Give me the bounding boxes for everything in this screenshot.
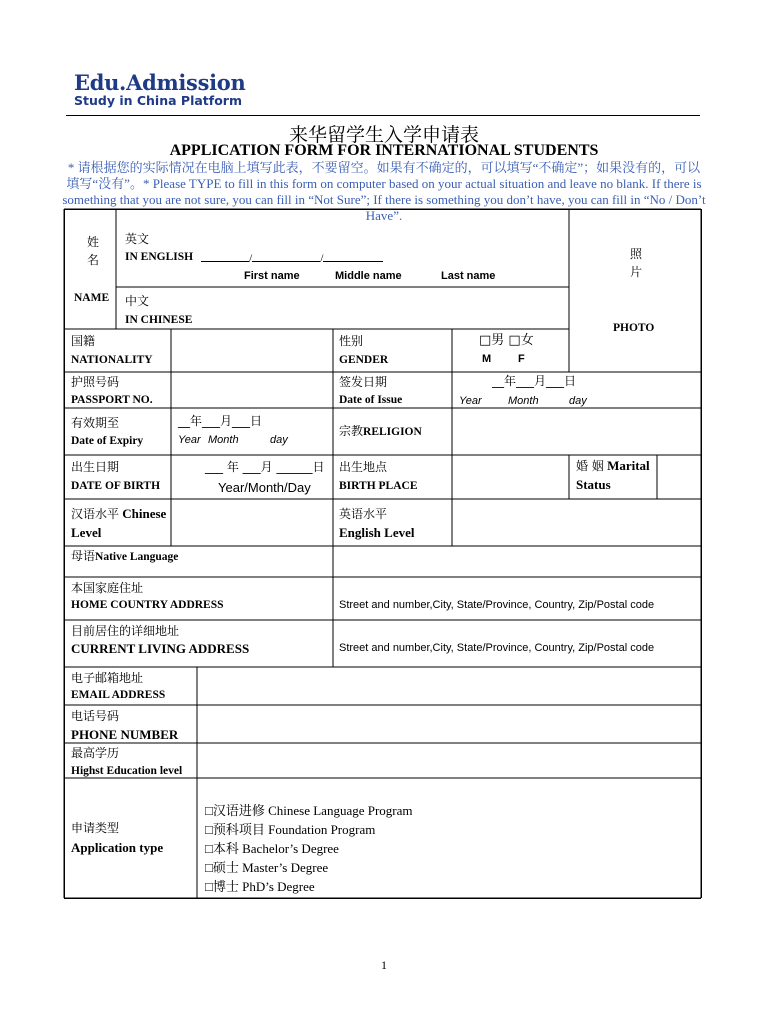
name-chinese-label-cn: 中文 [125,294,150,308]
religion-label: RELIGION [363,426,422,438]
issue-year-hint: Year [459,395,482,407]
name-english-label-cn: 英文 [125,232,150,246]
application-option-phd[interactable]: □博士 PhD’s Degree [205,879,315,894]
logo [74,70,245,108]
birth-date-format-hint: Year/Month/Day [218,480,311,495]
phone-label-cn: 电话号码 [71,709,120,723]
passport-label-cn: 护照号码 [71,375,120,389]
nationality-label: NATIONALITY [71,354,153,366]
native-language-label: Native Language [95,551,179,563]
issue-month-hint: Month [508,395,539,407]
logo-brand: Edu.Admission [74,70,246,95]
application-option-foundation[interactable]: □预科项目 Foundation Program [205,822,376,837]
application-option-chinese-language[interactable]: □汉语进修 Chinese Language Program [205,803,413,818]
issue-date-label: Date of Issue [339,394,403,406]
name-english-field[interactable] [201,250,383,266]
home-address-input[interactable]: Street and number,City, State/Province, Country, Zip/Postal code [339,599,655,611]
phone-label: PHONE NUMBER [71,727,179,742]
expiry-month-hint: Month [208,434,239,446]
email-label-cn: 电子邮箱地址 [71,671,144,685]
education-input[interactable] [199,745,699,776]
form-instructions: * 请根据您的实际情况在电脑上填写此表，不要留空。如果有不确定的，可以填写“不确定”；如果没有的，可以填写“没有”。* Please TYPE to fill in this form on computer based on your actual situation and leave no blank. If there is something that you are not sure, you can fill in “Not Sure”; If there is something you don’t have, you can fill in “No / Don’t Have”. [62,160,706,223]
education-label-cn: 最高学历 [71,746,120,760]
marital-label-b: Status [576,477,611,492]
religion-label-group [339,425,422,439]
current-address-label-cn: 目前居住的详细地址 [71,624,180,638]
email-label: EMAIL ADDRESS [71,689,166,701]
name-label-cn-b: 名 [87,253,100,267]
name-english-label: IN ENGLISH [125,251,194,263]
marital-label-a: Marital [607,458,650,473]
native-language-label-group [71,550,178,564]
last-name-hint: Last name [441,270,496,282]
expiry-date-input[interactable]: __年___月___日 [178,414,263,428]
logo-tagline: Study in China Platform [74,93,242,108]
expiry-date-label-cn: 有效期至 [71,416,120,430]
issue-day-hint: day [569,395,587,407]
nationality-input[interactable] [173,331,331,370]
application-type-label-cn: 申请类型 [71,821,120,835]
native-language-label-cn: 母语 [71,549,96,563]
email-input[interactable] [199,669,699,703]
expiry-day-hint: day [270,434,288,446]
marital-label-group [576,459,650,473]
gender-label: GENDER [339,354,389,366]
form-title-english: APPLICATION FORM FOR INTERNATIONAL STUDENTS [169,142,599,159]
chinese-level-label-a: Chinese [122,506,167,521]
header-divider [66,115,700,116]
first-name-hint: First name [244,270,300,282]
name-slash-1: / [249,253,253,265]
current-address-input[interactable]: Street and number,City, State/Province, Country, Zip/Postal code [339,642,655,654]
birth-place-input[interactable] [454,457,567,497]
middle-name-hint: Middle name [335,270,402,282]
gender-female-hint: F [518,353,525,365]
current-address-label: CURRENT LIVING ADDRESS [71,641,250,656]
issue-date-label-cn: 签发日期 [339,375,388,389]
photo-label-cn-a: 照 [630,247,643,261]
chinese-level-label-b: Level [71,525,102,540]
application-option-bachelor[interactable]: □本科 Bachelor’s Degree [205,841,339,856]
issue-date-input[interactable]: __年___月___日 [492,374,577,388]
name-label-cn-a: 姓 [87,235,100,249]
photo-label: PHOTO [613,322,655,334]
marital-status-input[interactable] [659,457,699,497]
home-address-label-cn: 本国家庭住址 [71,581,144,595]
application-option-master[interactable]: □硕士 Master’s Degree [205,860,329,875]
photo-label-cn-b: 片 [630,265,643,279]
page-number: 1 [381,958,387,972]
chinese-level-label-group [71,507,166,521]
birth-date-label-cn: 出生日期 [71,460,120,474]
religion-label-cn: 宗教 [339,424,364,438]
nationality-label-cn: 国籍 [71,334,96,348]
form-title-chinese: 来华留学生入学申请表 [288,124,479,146]
gender-male-hint: M [482,353,492,365]
home-address-label: HOME COUNTRY ADDRESS [71,599,224,611]
name-slash-2: / [320,253,324,265]
birth-place-label-cn: 出生地点 [339,460,388,474]
photo-upload-area[interactable] [571,211,699,370]
native-language-input[interactable] [335,548,699,575]
expiry-date-label: Date of Expiry [71,435,144,447]
english-level-input[interactable] [454,501,699,544]
birth-date-label: DATE OF BIRTH [71,480,161,492]
gender-options[interactable]: □男 □女 [479,333,534,348]
birth-date-input[interactable]: ___ 年 ___月 ______日 [205,460,325,474]
chinese-level-label-cn: 汉语水平 [71,507,120,521]
passport-label: PASSPORT NO. [71,394,153,406]
english-level-label-cn: 英语水平 [339,507,388,521]
marital-label-cn: 婚 姻 [576,459,604,473]
birth-place-label: BIRTH PLACE [339,480,418,492]
religion-input[interactable] [454,410,699,453]
name-label: NAME [74,292,110,304]
education-label: Highst Education level [71,765,183,777]
application-type-label: Application type [71,840,164,855]
english-level-label: English Level [339,525,415,540]
phone-input[interactable] [199,707,699,741]
gender-label-cn: 性别 [339,334,364,348]
passport-number-input[interactable] [173,374,331,406]
name-chinese-label: IN CHINESE [125,314,193,326]
expiry-year-hint: Year [178,434,201,446]
name-chinese-input[interactable] [198,290,566,326]
chinese-level-input[interactable] [173,501,331,544]
